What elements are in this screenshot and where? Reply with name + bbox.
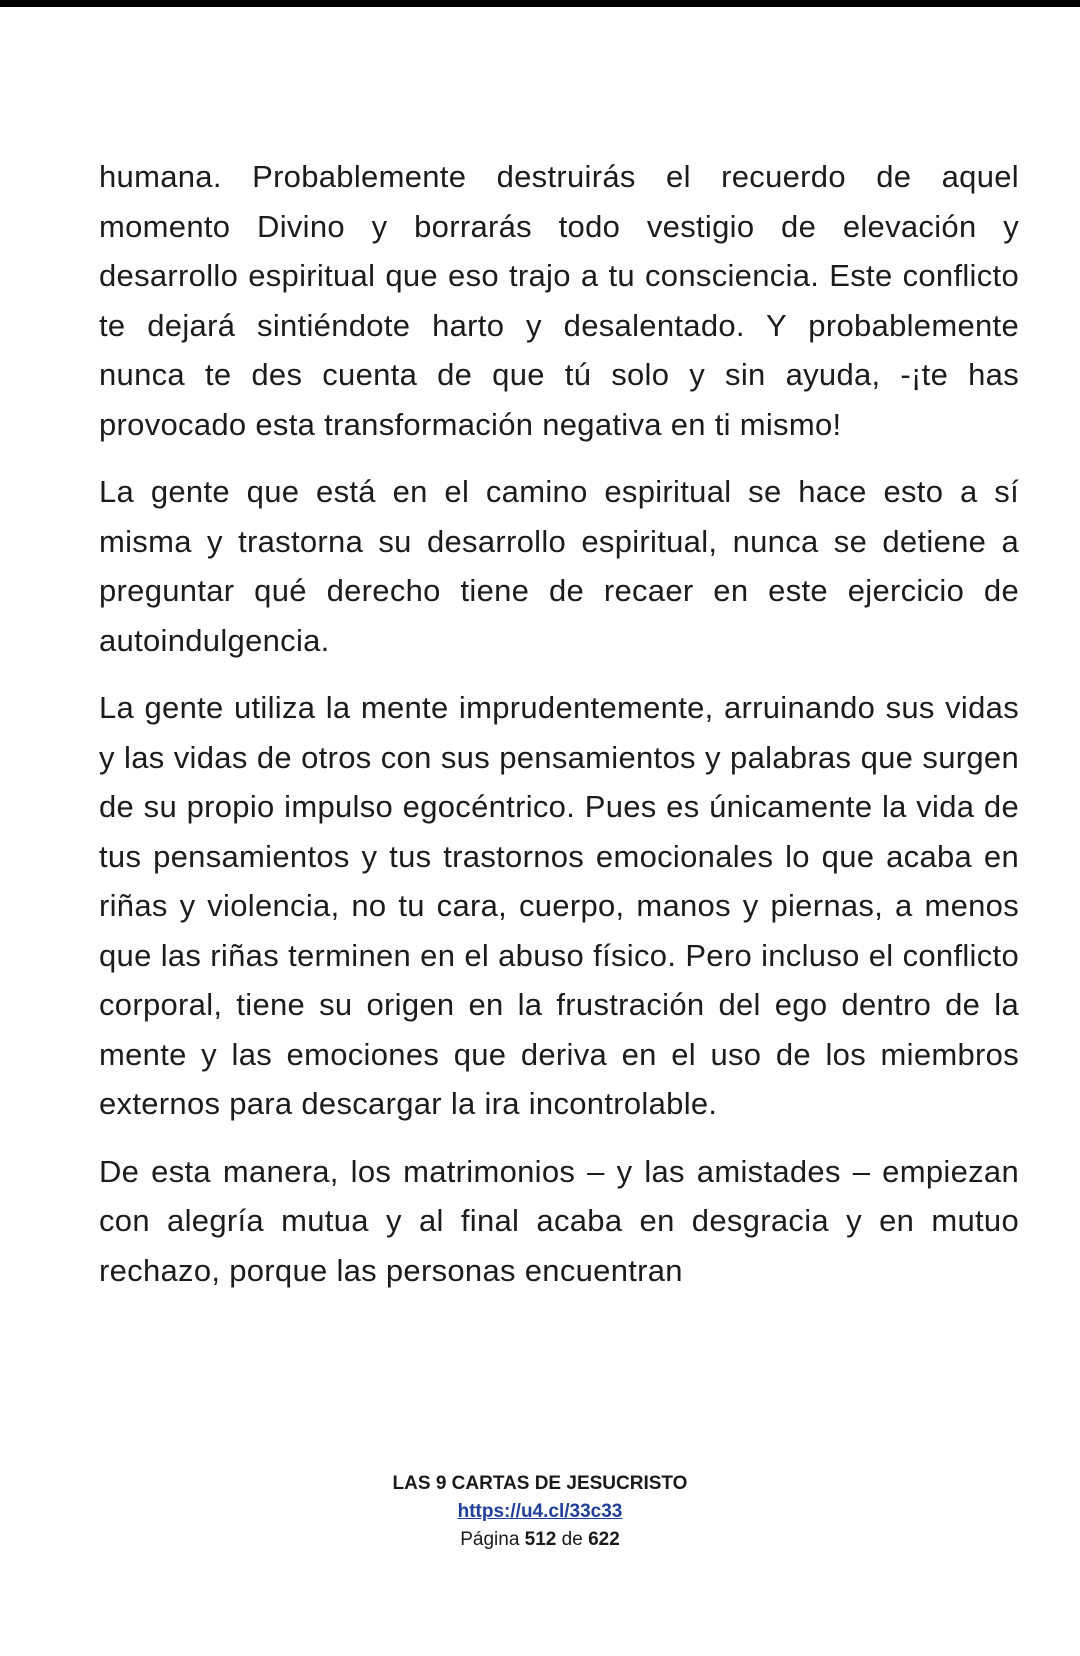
page-indicator	[0, 1526, 1080, 1554]
paragraph-3: La gente utiliza la mente imprudentemente, arruinando sus vidas y las vidas de otros con sus pensamientos y palabras que surgen de su propio impulso egocéntrico. Pues es únicamente la vida de tus pensamientos y tus trastornos emocionales lo que acaba en riñas y violencia, no tu cara, cuerpo, manos y piernas, a menos que las riñas terminen en el abuso físico. Pero incluso el conflicto corporal, tiene su origen en la frustración del ego dentro de la mente y las emociones que deriva en el uso de los miembros externos para descargar la ira incontrolable.	[99, 690, 1019, 1121]
page-body	[99, 152, 1019, 1295]
book-link[interactable]: https://u4.cl/33c33	[457, 1501, 623, 1522]
paragraph-4: De esta manera, los matrimonios – y las amistades – empiezan con alegría mutua y al final acaba en desgracia y en mutuo rechazo, porque las personas encuentran	[99, 1153, 1019, 1288]
paragraph-1: humana. Probablemente destruirás el recuerdo de aquel momento Divino y borrarás todo vestigio de elevación y desarrollo espiritual que eso trajo a tu consciencia. Este conflicto te dejará sintiéndote harto y desalentado. Y probablemente nunca te des cuenta de que tú solo y sin ayuda, -¡te has provocado esta transformación negativa en ti mismo!	[99, 159, 1019, 442]
paragraph-2: La gente que está en el camino espiritual se hace esto a sí misma y trastorna su desarrollo espiritual, nunca se detiene a preguntar qué derecho tiene de recaer en este ejercicio de autoindulgencia.	[99, 474, 1019, 658]
book-title: LAS 9 CARTAS DE JESUCRISTO	[392, 1473, 688, 1494]
page-label: Página	[460, 1529, 520, 1550]
top-border-bar	[0, 0, 1080, 7]
page-footer	[0, 1470, 1080, 1554]
total-pages: 622	[588, 1529, 620, 1550]
page-number: 512	[524, 1529, 557, 1550]
of-label: de	[561, 1529, 583, 1550]
